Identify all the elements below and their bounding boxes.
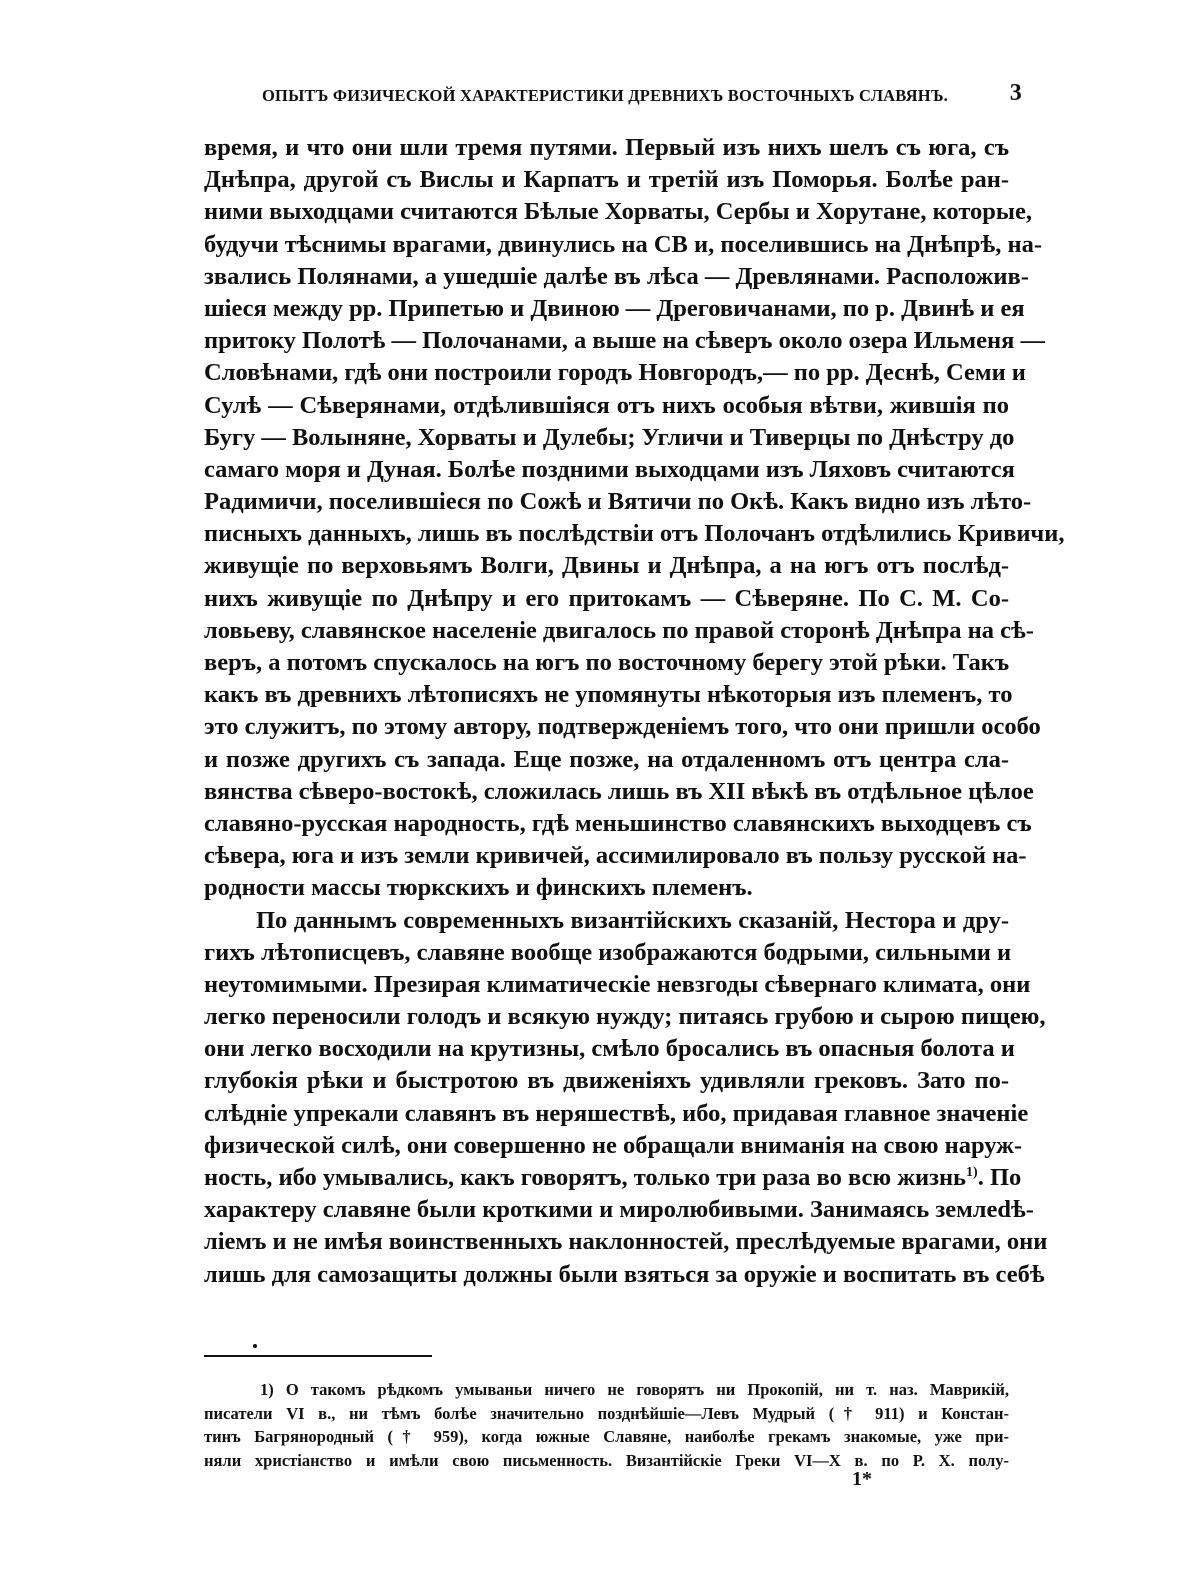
text-line: живущіе по верховьямъ Волги, Двины и Днѣпра, а на югъ отъ послѣд- bbox=[204, 552, 1009, 580]
text-line: звались Полянами, а ушедшіе далѣе въ лѣса — Древлянами. Расположив- bbox=[204, 262, 1029, 290]
text-line: и позже другихъ съ запада. Еще позже, на отдаленномъ отъ центра сла- bbox=[204, 745, 1009, 773]
text-line: веръ, а потомъ спускалось на югъ по восточному берегу этой рѣки. Такъ bbox=[204, 649, 1010, 676]
page-number: 3 bbox=[1009, 80, 1022, 106]
text-line: ліемъ и не имѣя воинственныхъ наклонностей, преслѣдуемые врагами, они bbox=[204, 1228, 1048, 1256]
footnote bbox=[204, 1378, 1009, 1472]
footnote-line: 1) О такомъ рѣдкомъ умываньи ничего не говорятъ ни Прокопій, ни т. наз. Маврикій, bbox=[260, 1380, 1009, 1399]
signature-mark: 1* bbox=[852, 1468, 872, 1490]
text-line: будучи тѣснимы врагами, двинулись на СВ и, поселившись на Днѣпрѣ, на- bbox=[204, 230, 1043, 258]
footnote-ref: 1) bbox=[966, 1165, 978, 1180]
footnote-line: писатели VI в., ни тѣмъ болѣе значительно позднѣйшіе—Левъ Мудрый († 911) и Констан- bbox=[204, 1403, 1009, 1423]
text-line: неутомимыми. Презирая климатическіе невзгоды сѣвернаго климата, они bbox=[204, 970, 1031, 998]
body-text bbox=[204, 132, 1065, 1291]
text-line: Радимичи, поселившіеся по Сожѣ и Вятичи по Окѣ. Какъ видно изъ лѣто- bbox=[204, 488, 1032, 516]
paragraph-end-line: родности массы тюркскихъ и финскихъ племенъ. bbox=[204, 874, 753, 902]
print-speck bbox=[253, 1344, 257, 1348]
footnote-divider bbox=[204, 1355, 432, 1357]
text-line: слѣдніе упрекали славянъ въ неряшествѣ, ибо, придавая главное значеніе bbox=[204, 1099, 1029, 1127]
text-line: Днѣпра, другой съ Вислы и Карпатъ и третій изъ Поморья. Болѣе ран- bbox=[204, 166, 1009, 194]
text-line-with-footnote-ref bbox=[204, 1162, 1022, 1194]
text-line: какъ въ древнихъ лѣтописяхъ не упомянуты нѣкоторыя изъ племенъ, то bbox=[204, 681, 1013, 709]
text-line: время, и что они шли тремя путями. Первый изъ нихъ шелъ съ юга, съ bbox=[204, 134, 1009, 161]
text-line: шіеся между рр. Припетью и Двиною — Дреговичанами, по р. Двинѣ и ея bbox=[204, 294, 1025, 322]
text-line: это служитъ, по этому автору, подтвержденіемъ того, что они пришли особо bbox=[204, 713, 1041, 741]
text-line: славяно-русская народность, гдѣ меньшинство славянскихъ выходцевъ съ bbox=[204, 809, 1032, 837]
running-head bbox=[262, 80, 1022, 110]
text-line: лишь для самозащиты должны были взяться за оружіе и воспитать въ себѣ bbox=[204, 1260, 1045, 1288]
paragraph-start-line: По даннымъ современныхъ византійскихъ сказаній, Нестора и дру- bbox=[256, 906, 1009, 934]
text-line: легко переносили голодъ и всякую нужду; питаясь грубою и сырою пищею, bbox=[204, 1003, 1046, 1031]
text-line: глубокія рѣки и быстротою въ движеніяхъ удивляли грековъ. Зато по- bbox=[204, 1067, 1009, 1095]
text-line: ловьеву, славянское населеніе двигалось по правой сторонѣ Днѣпра на сѣ- bbox=[204, 616, 1034, 644]
text-line: притоку Полотѣ — Полочанами, а выше на сѣверъ около озера Ильменя — bbox=[204, 327, 1045, 355]
text-line: гихъ лѣтописцевъ, славяне вообще изображаются бодрыми, сильными и bbox=[204, 938, 1012, 966]
text-line: характеру славяне были кроткими и миролюбивыми. Занимаясь землedѣ- bbox=[204, 1196, 1034, 1224]
text-line: физической силѣ, они совершенно не обращали вниманія на свою наруж- bbox=[204, 1131, 1023, 1159]
running-title: ОПЫТЪ ФИЗИЧЕСКОЙ ХАРАКТЕРИСТИКИ ДРЕВНИХЪ ВОСТОЧНЫХЪ СЛАВЯНЪ. bbox=[262, 86, 948, 105]
text-line: они легко восходили на крутизны, смѣло бросались въ опасныя болота и bbox=[204, 1035, 1015, 1063]
text-line: нихъ живущіе по Днѣпру и его притокамъ — Сѣверяне. По С. М. Со- bbox=[204, 584, 1009, 612]
text-line: ними выходцами считаются Бѣлые Хорваты, Сербы и Хорутане, которые, bbox=[204, 198, 1033, 226]
text-line: Бугу — Волыняне, Хорваты и Дулебы; Угличи и Тиверцы по Днѣстру до bbox=[204, 423, 1015, 451]
text-line: Словѣнами, гдѣ они построили городъ Новгородъ,— по рр. Деснѣ, Семи и bbox=[204, 359, 1026, 387]
text-line: Сулѣ — Сѣверянами, отдѣлившіяся отъ нихъ особыя вѣтви, жившія по bbox=[204, 391, 1009, 419]
text-line-part: . По bbox=[977, 1164, 1022, 1191]
text-line: самаго моря и Дуная. Болѣе поздними выходцами изъ Ляховъ считаются bbox=[204, 455, 1015, 483]
footnote-line: тинъ Багрянородный († 959), когда южные Славяне, наиболѣе грекамъ знакомые, уже при- bbox=[204, 1427, 1009, 1446]
footnote-line: няли христіанство и имѣли свою письменность. Византійскіе Греки VI—X в. по Р. Х. полу- bbox=[204, 1450, 1009, 1470]
text-line: писныхъ данныхъ, лишь въ послѣдствіи отъ Полочанъ отдѣлились Кривичи, bbox=[204, 520, 1065, 548]
text-line: сѣвера, юга и изъ земли кривичей, ассимилировало въ пользу русской на- bbox=[204, 842, 1027, 870]
text-line: вянства сѣверо-востокѣ, сложилась лишь въ XII вѣкѣ въ отдѣльное цѣлое bbox=[204, 777, 1034, 805]
text-line-part: ность, ибо умывались, какъ говорятъ, только три раза во всю жизнь bbox=[204, 1164, 967, 1191]
